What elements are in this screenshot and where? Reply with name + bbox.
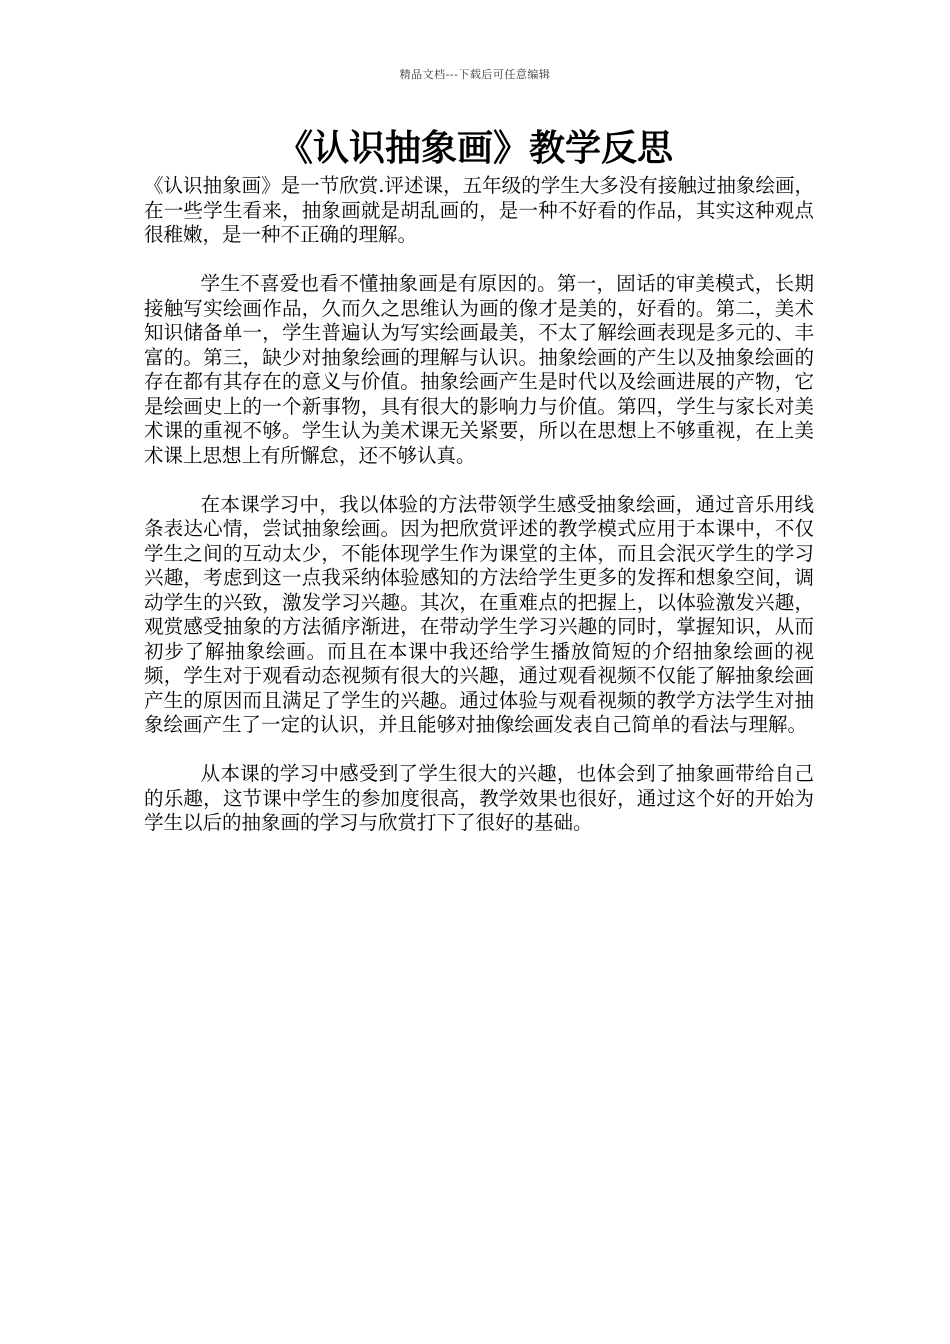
document-title: 《认识抽象画》教学反思 <box>276 128 673 169</box>
paragraph-reasons: 学生不喜爱也看不懂抽象画是有原因的。第一，固话的审美模式，长期接触写实绘画作品，久而久之思维认为画的像才是美的，好看的。第二，美术知识储备单一，学生普遍认为写实绘画最美，不太了解绘画表现是多元的、丰富的。第三，缺少对抽象绘画的理解与认识。抽象绘画的产生以及抽象绘画的存在都有其存在的意义与价值。抽象绘画产生是时代以及绘画进展的产物，它是绘画史上的一个新事物，具有很大的影响力与价值。第四，学生与家长对美术课的重视不够。学生认为美术课无关紧要，所以在思想上不够重视，在上美术课上思想上有所懈怠，还不够认真。 <box>144 272 814 467</box>
document-body <box>144 174 814 860</box>
paragraph-method: 在本课学习中，我以体验的方法带领学生感受抽象绘画，通过音乐用线条表达心情，尝试抽象绘画。因为把欣赏评述的教学模式应用于本课中，不仅学生之间的互动太少，不能体现学生作为课堂的主体，而且会泯灭学生的学习兴趣，考虑到这一点我采纳体验感知的方法给学生更多的发挥和想象空间，调动学生的兴致，激发学习兴趣。其次，在重难点的把握上，以体验激发兴趣，观赏感受抽象的方法循序渐进，在带动学生学习兴趣的同时，掌握知识，从而初步了解抽象绘画。而且在本课中我还给学生播放简短的介绍抽象绘画的视频，学生对于观看动态视频有很大的兴趣，通过观看视频不仅能了解抽象绘画产生的原因而且满足了学生的兴趣。通过体验与观看视频的教学方法学生对抽象绘画产生了一定的认识，并且能够对抽像绘画发表自己简单的看法与理解。 <box>144 492 814 736</box>
paragraph-conclusion: 从本课的学习中感受到了学生很大的兴趣，也体会到了抽象画带给自己的乐趣，这节课中学生的参加度很高，教学效果也很好，通过这个好的开始为学生以后的抽象画的学习与欣赏打下了很好的基础。 <box>144 762 814 834</box>
page-header: 精品文档---下载后可任意编辑 <box>399 68 551 81</box>
paragraph-intro: 《认识抽象画》是一节欣赏.评述课，五年级的学生大多没有接触过抽象绘画，在一些学生看来，抽象画就是胡乱画的，是一种不好看的作品，其实这种观点很稚嫩，是一种不正确的理解。 <box>144 174 814 246</box>
